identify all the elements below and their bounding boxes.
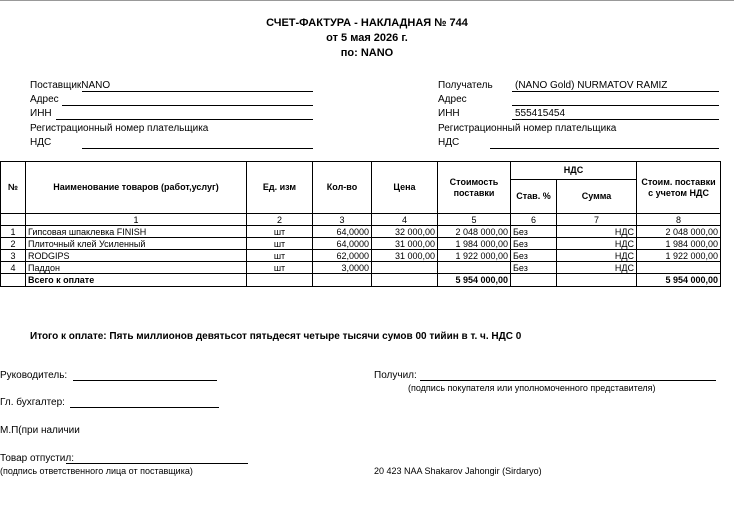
row-sum: НДС [557,250,637,262]
row-price [372,262,438,274]
row-name: Гипсовая шпаклевка FINISH [26,226,247,238]
row-rate: Без [511,250,557,262]
supplier-name-line [82,91,313,92]
table-row [1,250,721,262]
invoice-title: СЧЕТ-ФАКТУРА - НАКЛАДНАЯ № 744 [266,17,468,29]
recipient-name: (NANO Gold) NURMATOV RAMIZ [515,80,668,91]
supplier-address-line [62,105,313,106]
row-unit: шт [247,250,313,262]
received-signature-line [420,380,716,381]
col-number: 7 [557,214,637,226]
table-row [1,262,721,274]
accountant-signature-line [70,407,219,408]
header-sum: Сумма [557,180,637,214]
total-with-nds: 5 954 000,00 [637,274,721,287]
recipient-address-label: Адрес [438,94,467,105]
row-qty: 64,0000 [313,238,372,250]
received-note: (подпись покупателя или уполномоченного представителя) [408,383,656,393]
row-rate: Без [511,238,557,250]
row-num: 3 [1,250,26,262]
released-label: Товар отпустил: [0,453,74,464]
row-qty: 3,0000 [313,262,372,274]
col-number: 1 [26,214,247,226]
top-border [0,0,734,3]
header-name: Наименование товаров (работ,услуг) [26,162,247,214]
row-num: 2 [1,238,26,250]
row-price: 31 000,00 [372,238,438,250]
supplier-inn-line [56,119,313,120]
header-unit: Ед. изм [247,162,313,214]
row-total [637,262,721,274]
total-cost: 5 954 000,00 [438,274,511,287]
header-cost: Стоимость поставки [438,162,511,214]
released-signature-line [66,463,248,464]
row-total: 1 922 000,00 [637,250,721,262]
released-note: (подпись ответственного лица от поставщика) [0,466,193,476]
row-unit: шт [247,262,313,274]
table-row [1,238,721,250]
recipient-name-line [512,91,719,92]
column-numbers-row [1,214,721,226]
total-row [1,274,721,287]
col-number: 4 [372,214,438,226]
header-price: Цена [372,162,438,214]
table-row [1,226,721,238]
amount-in-words: Итого к оплате: Пять миллионов девятьсот пятьдесят четыре тысячи сумов 00 тийин в т. ч. НДС 0 [30,331,522,342]
row-rate: Без [511,226,557,238]
row-cost: 2 048 000,00 [438,226,511,238]
recipient-address-line [512,105,719,106]
col-number: 8 [637,214,721,226]
row-num: 1 [1,226,26,238]
total-label: Всего к оплате [26,274,247,287]
supplier-name: NANO [81,80,111,91]
receiver-name: 20 423 NAA Shakarov Jahongir (Sirdaryo) [374,466,542,476]
col-number: 3 [313,214,372,226]
row-price: 31 000,00 [372,250,438,262]
invoice-contract: по: NANO [340,47,394,59]
row-rate: Без [511,262,557,274]
row-sum: НДС [557,262,637,274]
row-cost: 1 922 000,00 [438,250,511,262]
director-signature-line [73,380,217,381]
received-label: Получил: [374,370,417,381]
header-rate: Став. % [511,180,557,214]
row-unit: шт [247,226,313,238]
row-cost: 1 984 000,00 [438,238,511,250]
row-sum: НДС [557,226,637,238]
row-name: Паддон [26,262,247,274]
supplier-label: ПоставщикNANO [30,80,111,91]
accountant-label: Гл. бухгалтер: [0,397,65,408]
header-qty: Кол-во [313,162,372,214]
recipient-label: Получатель [438,80,493,91]
header-nds: НДС [511,162,637,180]
supplier-reg-label: Регистрационный номер плательщика [30,123,209,134]
recipient-inn-line [512,119,719,120]
invoice-date: от 5 мая 2026 г. [326,32,408,44]
supplier-address-label: Адрес [30,94,59,105]
col-number: 5 [438,214,511,226]
supplier-inn-label: ИНН [30,108,52,119]
supplier-nds-line [82,148,313,149]
row-sum: НДС [557,238,637,250]
recipient-inn-label: ИНН [438,108,460,119]
row-unit: шт [247,238,313,250]
row-qty: 62,0000 [313,250,372,262]
header-total: Стоим. поставки с учетом НДС [637,162,721,214]
row-name: RODGIPS [26,250,247,262]
recipient-inn: 555415454 [515,108,566,119]
row-price: 32 000,00 [372,226,438,238]
row-cost [438,262,511,274]
row-name: Плиточный клей Усиленный [26,238,247,250]
supplier-nds-label: НДС [30,137,52,148]
stamp-label: М.П(при наличии [0,425,80,436]
director-label: Руководитель: [0,370,68,381]
row-total: 2 048 000,00 [637,226,721,238]
recipient-reg-label: Регистрационный номер плательщика [438,123,617,134]
row-total: 1 984 000,00 [637,238,721,250]
header-num: № [1,162,26,214]
recipient-nds-line [490,148,719,149]
recipient-nds-label: НДС [438,137,460,148]
row-num: 4 [1,262,26,274]
col-number: 6 [511,214,557,226]
col-number: 2 [247,214,313,226]
items-table [0,161,721,287]
row-qty: 64,0000 [313,226,372,238]
